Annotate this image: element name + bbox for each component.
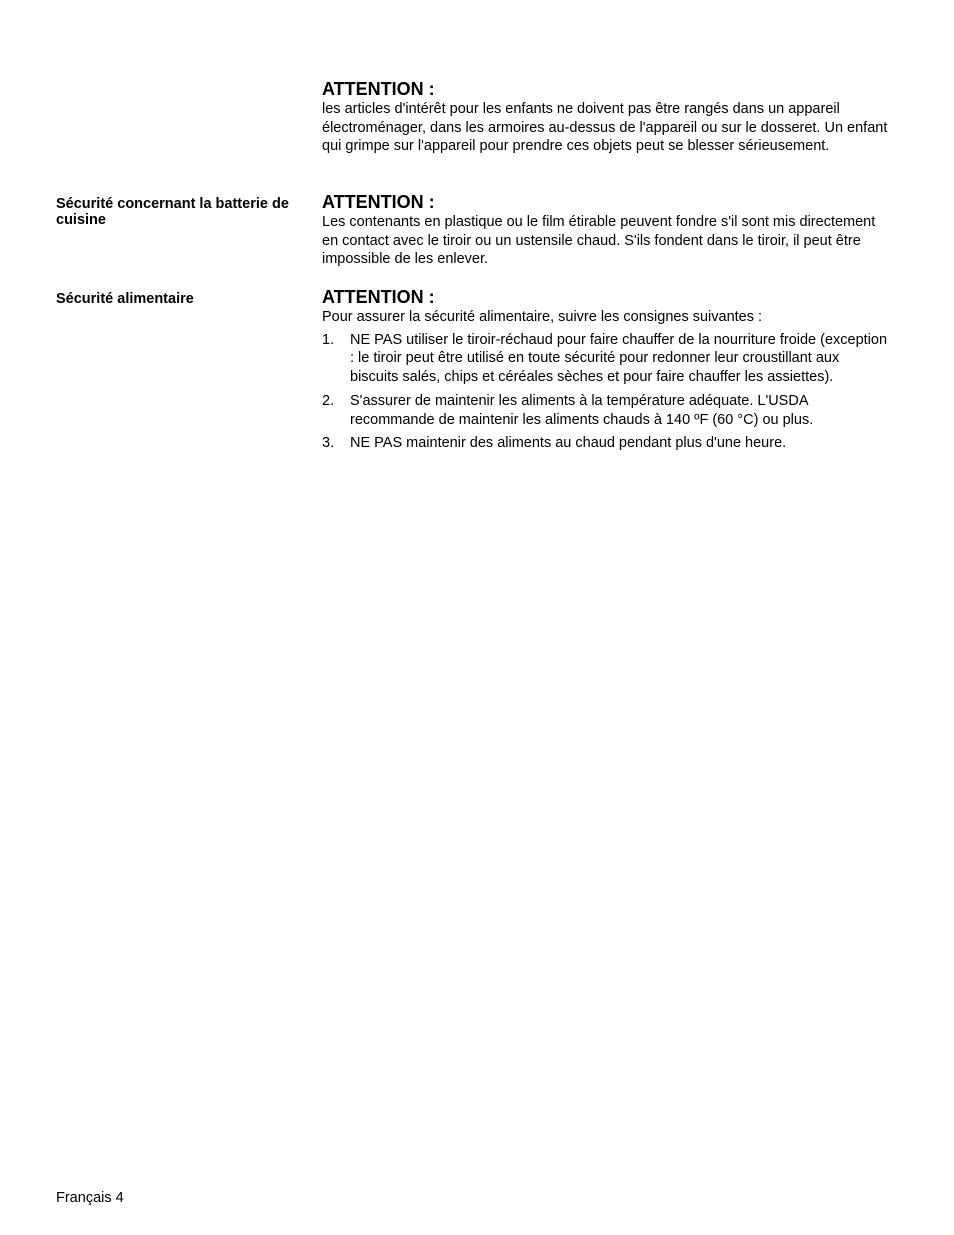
list-item-text: NE PAS maintenir des aliments au chaud pendant plus d'une heure. [350, 435, 787, 452]
list-item [322, 434, 888, 453]
attention-heading: ATTENTION : [322, 192, 435, 212]
list-item [322, 331, 888, 387]
section-main-column [322, 192, 888, 269]
food-safety-list [322, 331, 888, 453]
attention-intro-text: Pour assurer la sécurité alimentaire, suivre les consignes suivantes : [322, 309, 763, 325]
attention-heading: ATTENTION : [322, 79, 435, 99]
attention-text: les articles d'intérêt pour les enfants ne doivent pas être rangés dans un appareil électroménager, dans les armoires au-dessus de l'appareil ou sur le dosseret. Un enfant qui grimpe sur l'appareil pour prendre ces objets peut se blesser sérieusement. [322, 101, 888, 155]
side-label-cookware-safety: Sécurité concernant la batterie de cuisine [56, 196, 289, 228]
list-item-text: NE PAS utiliser le tiroir-réchaud pour faire chauffer de la nourriture froide (exception : le tiroir peut être utilisé en toute sécurité pour redonner leur croustillant aux biscuits salés, chips et céréales sèches et pour faire chauffer les assiettes). [350, 331, 888, 386]
list-item-number: 3. [322, 435, 335, 452]
list-item-text: S'assurer de maintenir les aliments à la température adéquate. L'USDA recommande de maintenir les aliments chauds à 140 ºF (60 °C) ou plus. [350, 392, 814, 428]
list-item-number: 2. [322, 392, 335, 409]
list-item [322, 392, 888, 429]
list-item-number: 1. [322, 331, 335, 348]
section-main-column [322, 79, 888, 156]
attention-text: Les contenants en plastique ou le film étirable peuvent fondre s'il sont mis directement en contact avec le tiroir ou un ustensile chaud. S'ils fondent dans le tiroir, il peut être impossible de les enlever. [322, 214, 876, 268]
page-footer: Français 4 [56, 1190, 124, 1206]
side-label-food-safety: Sécurité alimentaire [56, 291, 194, 307]
attention-heading: ATTENTION : [322, 287, 435, 307]
section-main-column [322, 287, 888, 458]
